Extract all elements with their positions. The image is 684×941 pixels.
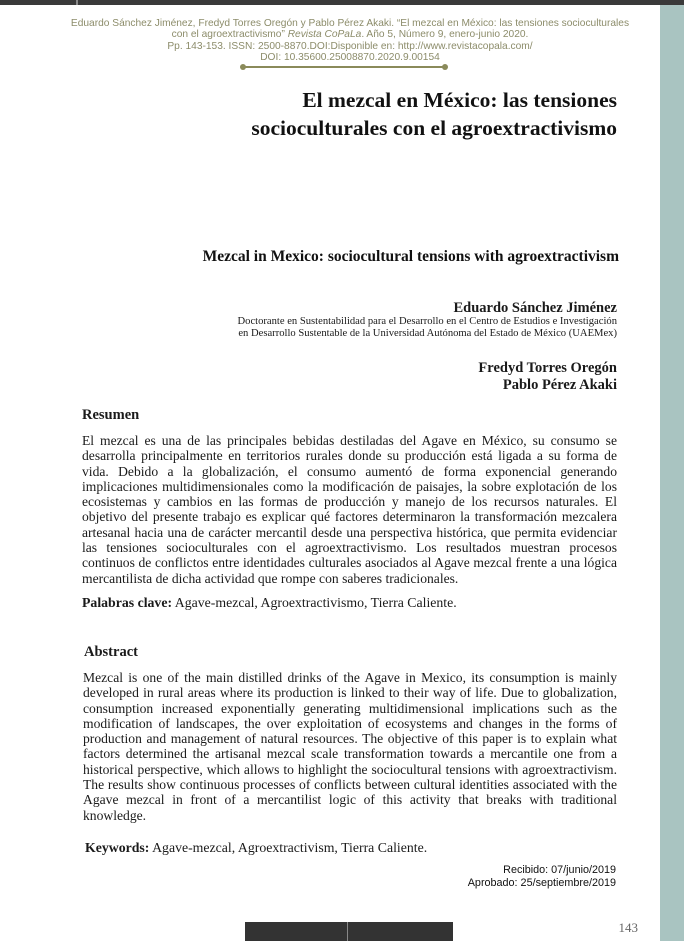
title-line-2: socioculturales con el agroextractivismo: [251, 116, 617, 140]
author-affiliation: [160, 316, 617, 339]
top-bar: [0, 0, 684, 5]
affiliation-line-2: en Desarrollo Sustentable de la Universidad Autónoma del Estado de México (UAEMex): [238, 327, 617, 339]
affiliation-line-1: Doctorante en Sustentabilidad para el Desarrollo en el Centro de Estudios e Investigación: [237, 316, 617, 327]
author-first: Eduardo Sánchez Jiménez: [453, 300, 617, 316]
keywords: [85, 840, 427, 856]
page-number: 143: [618, 920, 638, 935]
citation-divider: [243, 66, 445, 68]
citation-issue: . Año 5, Número 9, enero-junio 2020.: [361, 29, 529, 41]
received-date: Recibido: 07/junio/2019: [503, 864, 616, 876]
author-third: Pablo Pérez Akaki: [502, 377, 617, 393]
article-title: [140, 86, 617, 142]
top-bar-tick: [76, 0, 78, 5]
palabras-clave: [82, 595, 457, 611]
citation-authors: Eduardo Sánchez Jiménez, Fredyd Torres Oregón y Pablo Pérez Akaki. “El mezcal en México: las tensiones socioculturales con el agroextractivismo”: [70, 18, 630, 41]
abstract-heading: Abstract: [84, 644, 138, 660]
title-line-1: El mezcal en México: las tensiones: [302, 88, 617, 112]
palabras-clave-values: Agave-mezcal, Agroextractivismo, Tierra Caliente.: [172, 595, 457, 610]
side-color-band: [660, 5, 684, 941]
resumen-heading: Resumen: [82, 407, 140, 423]
citation-journal: Revista CoPaLa: [287, 29, 362, 41]
citation-header: [70, 18, 630, 64]
keywords-label: Keywords:: [85, 840, 150, 855]
footer-divider: [347, 922, 348, 941]
english-title: Mezcal in Mexico: sociocultural tensions with agroextractivism: [202, 248, 619, 265]
citation-doi: DOI: 10.35600.25008870.2020.9.00154: [260, 52, 440, 64]
resumen-body: El mezcal es una de las principales bebidas destiladas del Agave en México, su consumo se desarrolla principalmente en territorios rurales donde su producción está ligada a su forma de vida. Debido a la globalización, el consumo aumentó de forma exponencial generando implicaciones multidimensionales como la modificación de paisajes, la sobre explotación de los ecosistemas y cambios en las formas de producción y manejo de los recursos naturales. El objetivo del presente trabajo es explicar qué factores determinaron la transformación mezcalera artesanal hacia una de carácter mercantil desde una perspectiva histórica, que permita evidenciar las tensiones socioculturales con el agroextractivismo. Los resultados muestran procesos continuos de conflictos entre identidades culturales asociados al Agave mezcal frente a una lógica mercantilista de dicha actividad que rompe con saberes tradicionales.: [82, 433, 617, 586]
palabras-clave-label: Palabras clave:: [82, 595, 173, 610]
citation-line-3: Pp. 143-153. ISSN: 2500-8870.DOI:Disponible en: http://www.revistacopala.com/: [167, 40, 533, 52]
citation-lines-1-2: [70, 18, 630, 41]
keywords-values: Agave-mezcal, Agroextractivism, Tierra Caliente.: [149, 840, 428, 855]
abstract-body: Mezcal is one of the main distilled drinks of the Agave in Mexico, its consumption is mainly developed in rural areas where its production is linked to their way of life. Due to globalization, consumption increased exponentially generating multidimensional implications such as the modification of landscapes, the over exploitation of ecosystems and changes in the forms of production and management of natural resources. The objective of this paper is to explain what factors determined the artisanal mezcal scale transformation towards a mercantile one from a historical perspective, which allows to highlight the sociocultural tensions with agroextractivism. The results show continuous processes of conflicts between cultural identities associated with the Agave mezcal in front of a mercantilist logic of this activity that breaks with traditional knowledge.: [83, 670, 617, 823]
approved-date: Aprobado: 25/septiembre/2019: [467, 877, 616, 889]
author-second: Fredyd Torres Oregón: [478, 360, 617, 376]
footer-bar: [245, 922, 453, 941]
